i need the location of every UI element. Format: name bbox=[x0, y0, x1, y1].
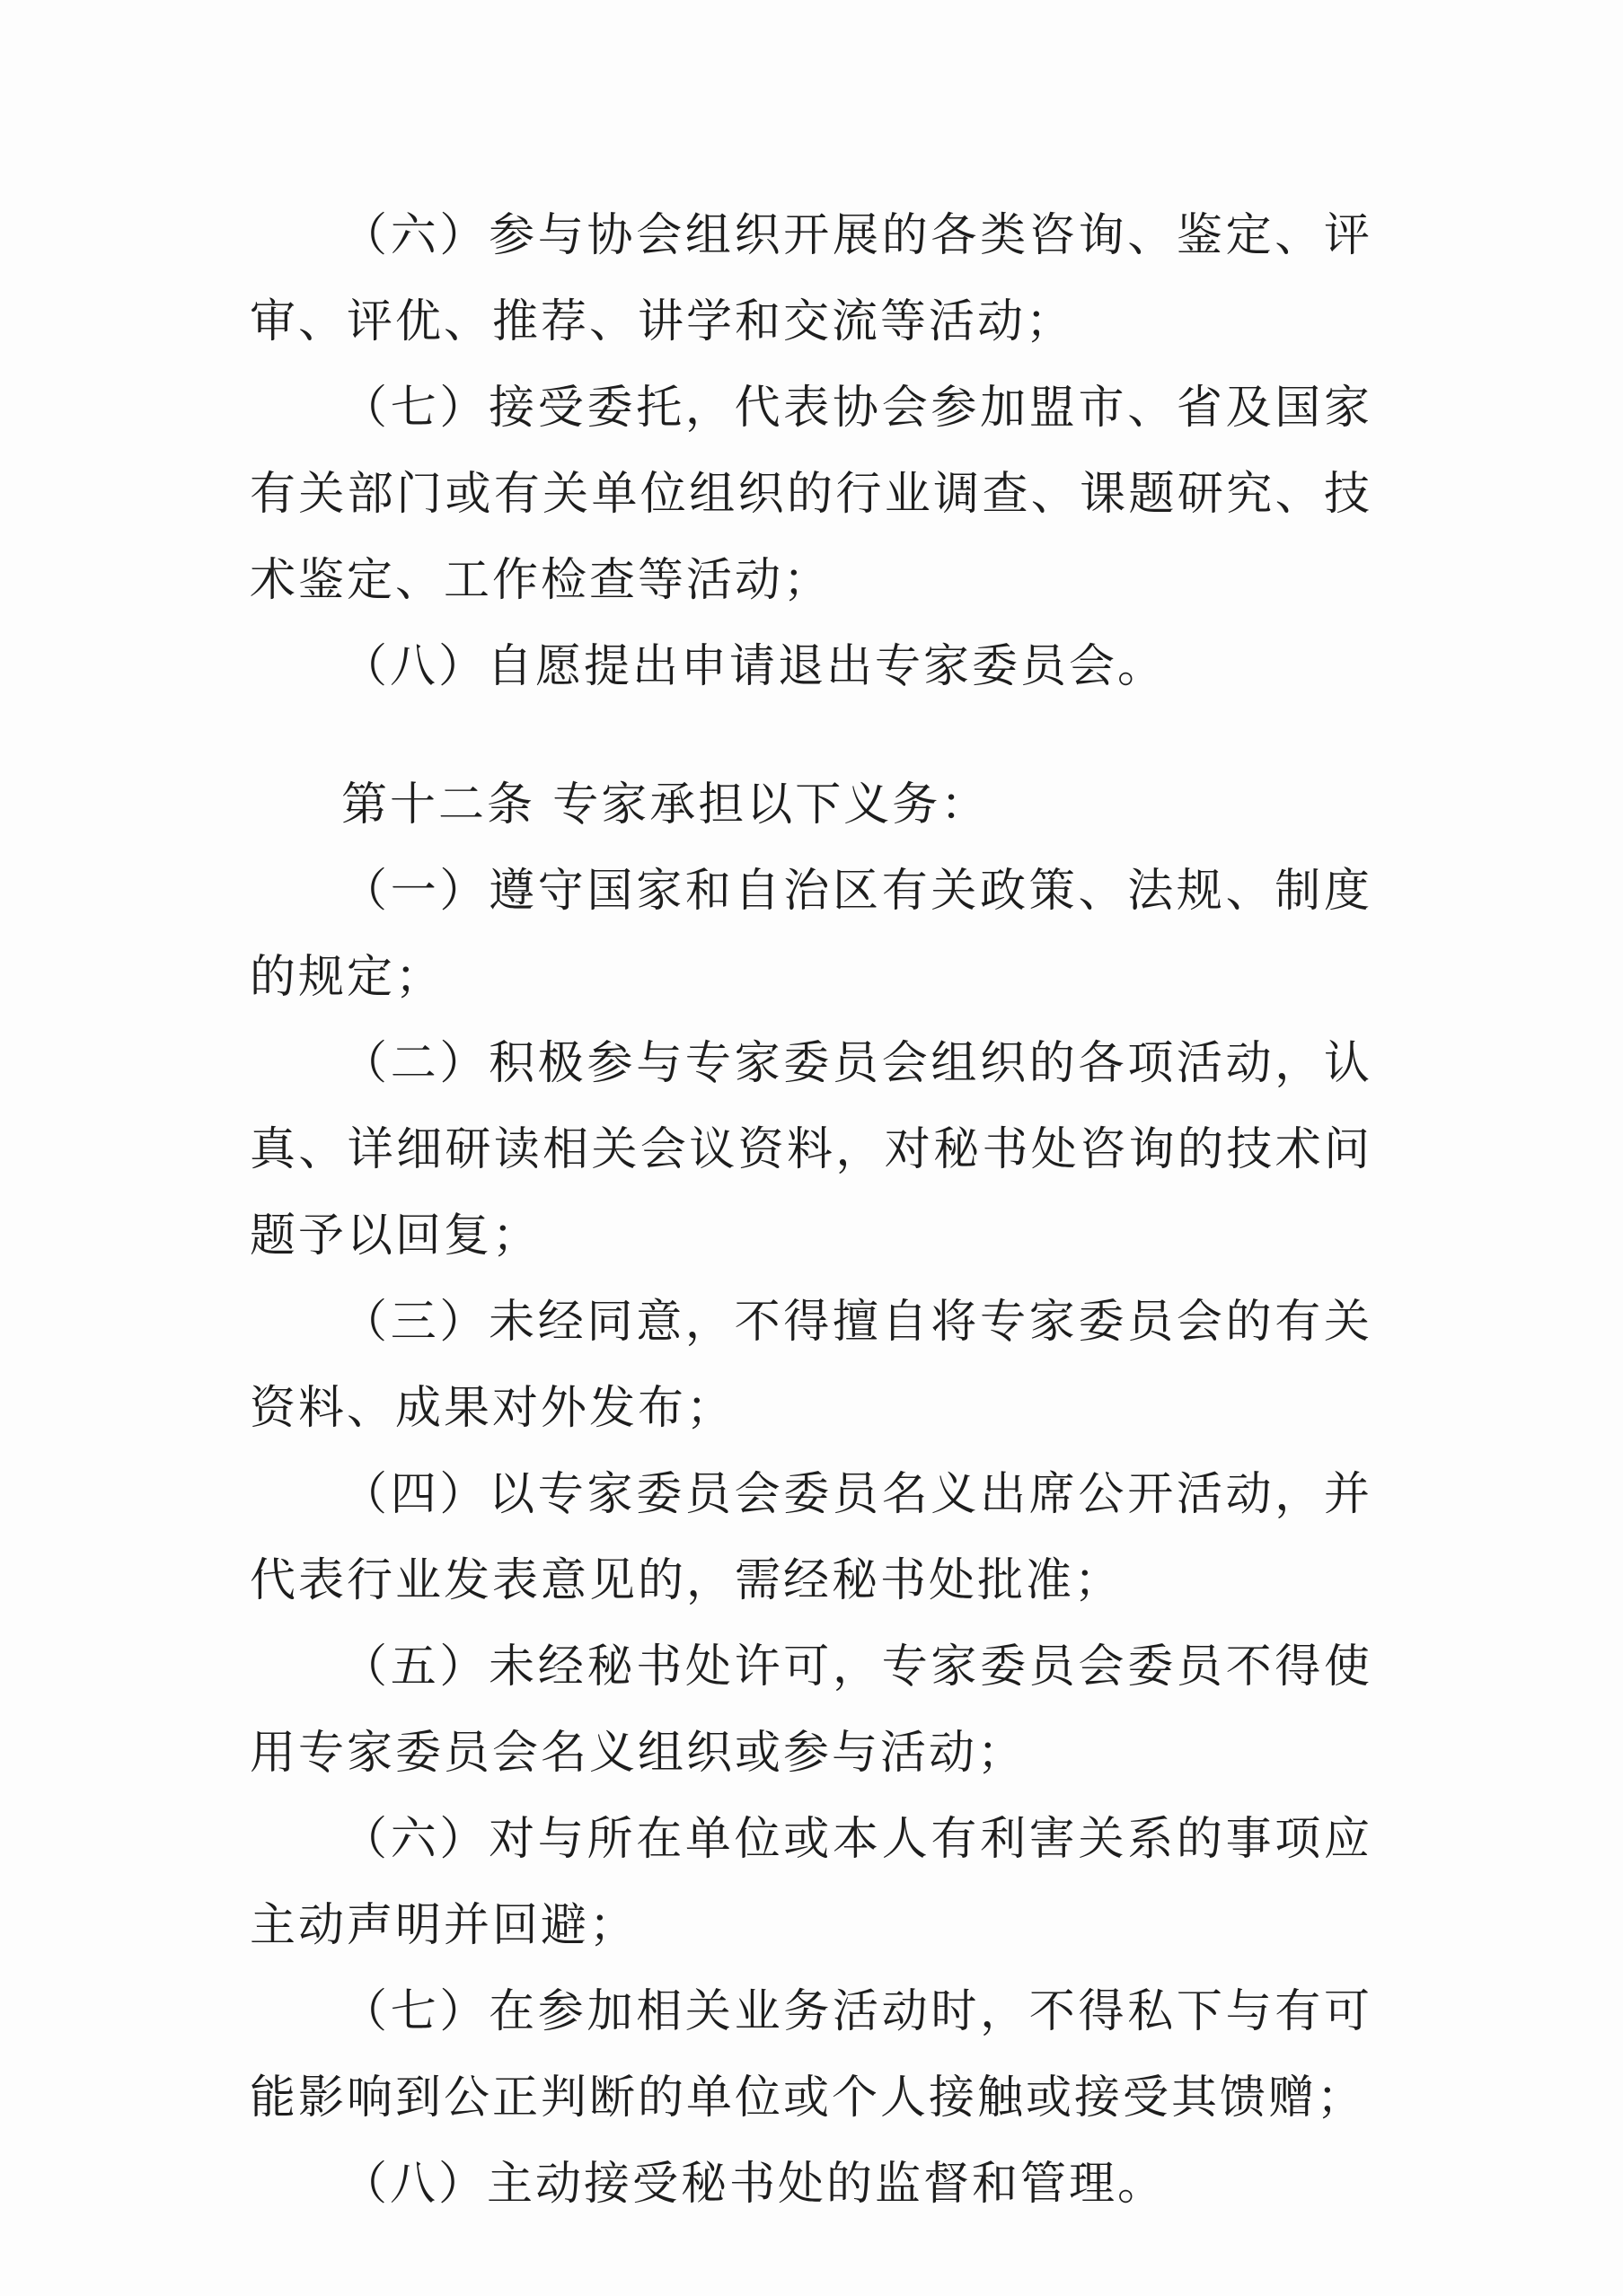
duty-item-2: （二）积极参与专家委员会组织的各项活动，认真、详细研读相关会议资料，对秘书处咨询的技术问题予以回复； bbox=[250, 1037, 1372, 1262]
article-12-heading: 第十二条 专家承担以下义务： bbox=[341, 779, 990, 831]
duty-item-8: （八）主动接受秘书处的监督和管理。 bbox=[341, 2158, 1167, 2211]
duty-item-4: （四）以专家委员会委员名义出席公开活动，并代表行业发表意见的，需经秘书处批准； bbox=[250, 1468, 1372, 1607]
rights-item-6: （六）参与协会组织开展的各类咨询、鉴定、评审、评优、推荐、讲学和交流等活动； bbox=[250, 209, 1372, 348]
rights-item-7: （七）接受委托，代表协会参加盟市、省及国家有关部门或有关单位组织的行业调查、课题研究、技术鉴定、工作检查等活动； bbox=[250, 382, 1372, 607]
duty-item-6: （六）对与所在单位或本人有利害关系的事项应主动声明并回避； bbox=[250, 1813, 1372, 1952]
rights-item-8: （八）自愿提出申请退出专家委员会。 bbox=[341, 640, 1167, 693]
duty-item-5: （五）未经秘书处许可，专家委员会委员不得使用专家委员会名义组织或参与活动； bbox=[250, 1641, 1372, 1780]
document-body bbox=[250, 193, 1372, 2228]
duty-item-7: （七）在参加相关业务活动时，不得私下与有可能影响到公正判断的单位或个人接触或接受其馈赠； bbox=[250, 1985, 1372, 2124]
duty-item-3: （三）未经同意，不得擅自将专家委员会的有关资料、成果对外发布； bbox=[250, 1296, 1372, 1435]
duty-item-1: （一）遵守国家和自治区有关政策、法规、制度的规定； bbox=[250, 865, 1372, 1004]
